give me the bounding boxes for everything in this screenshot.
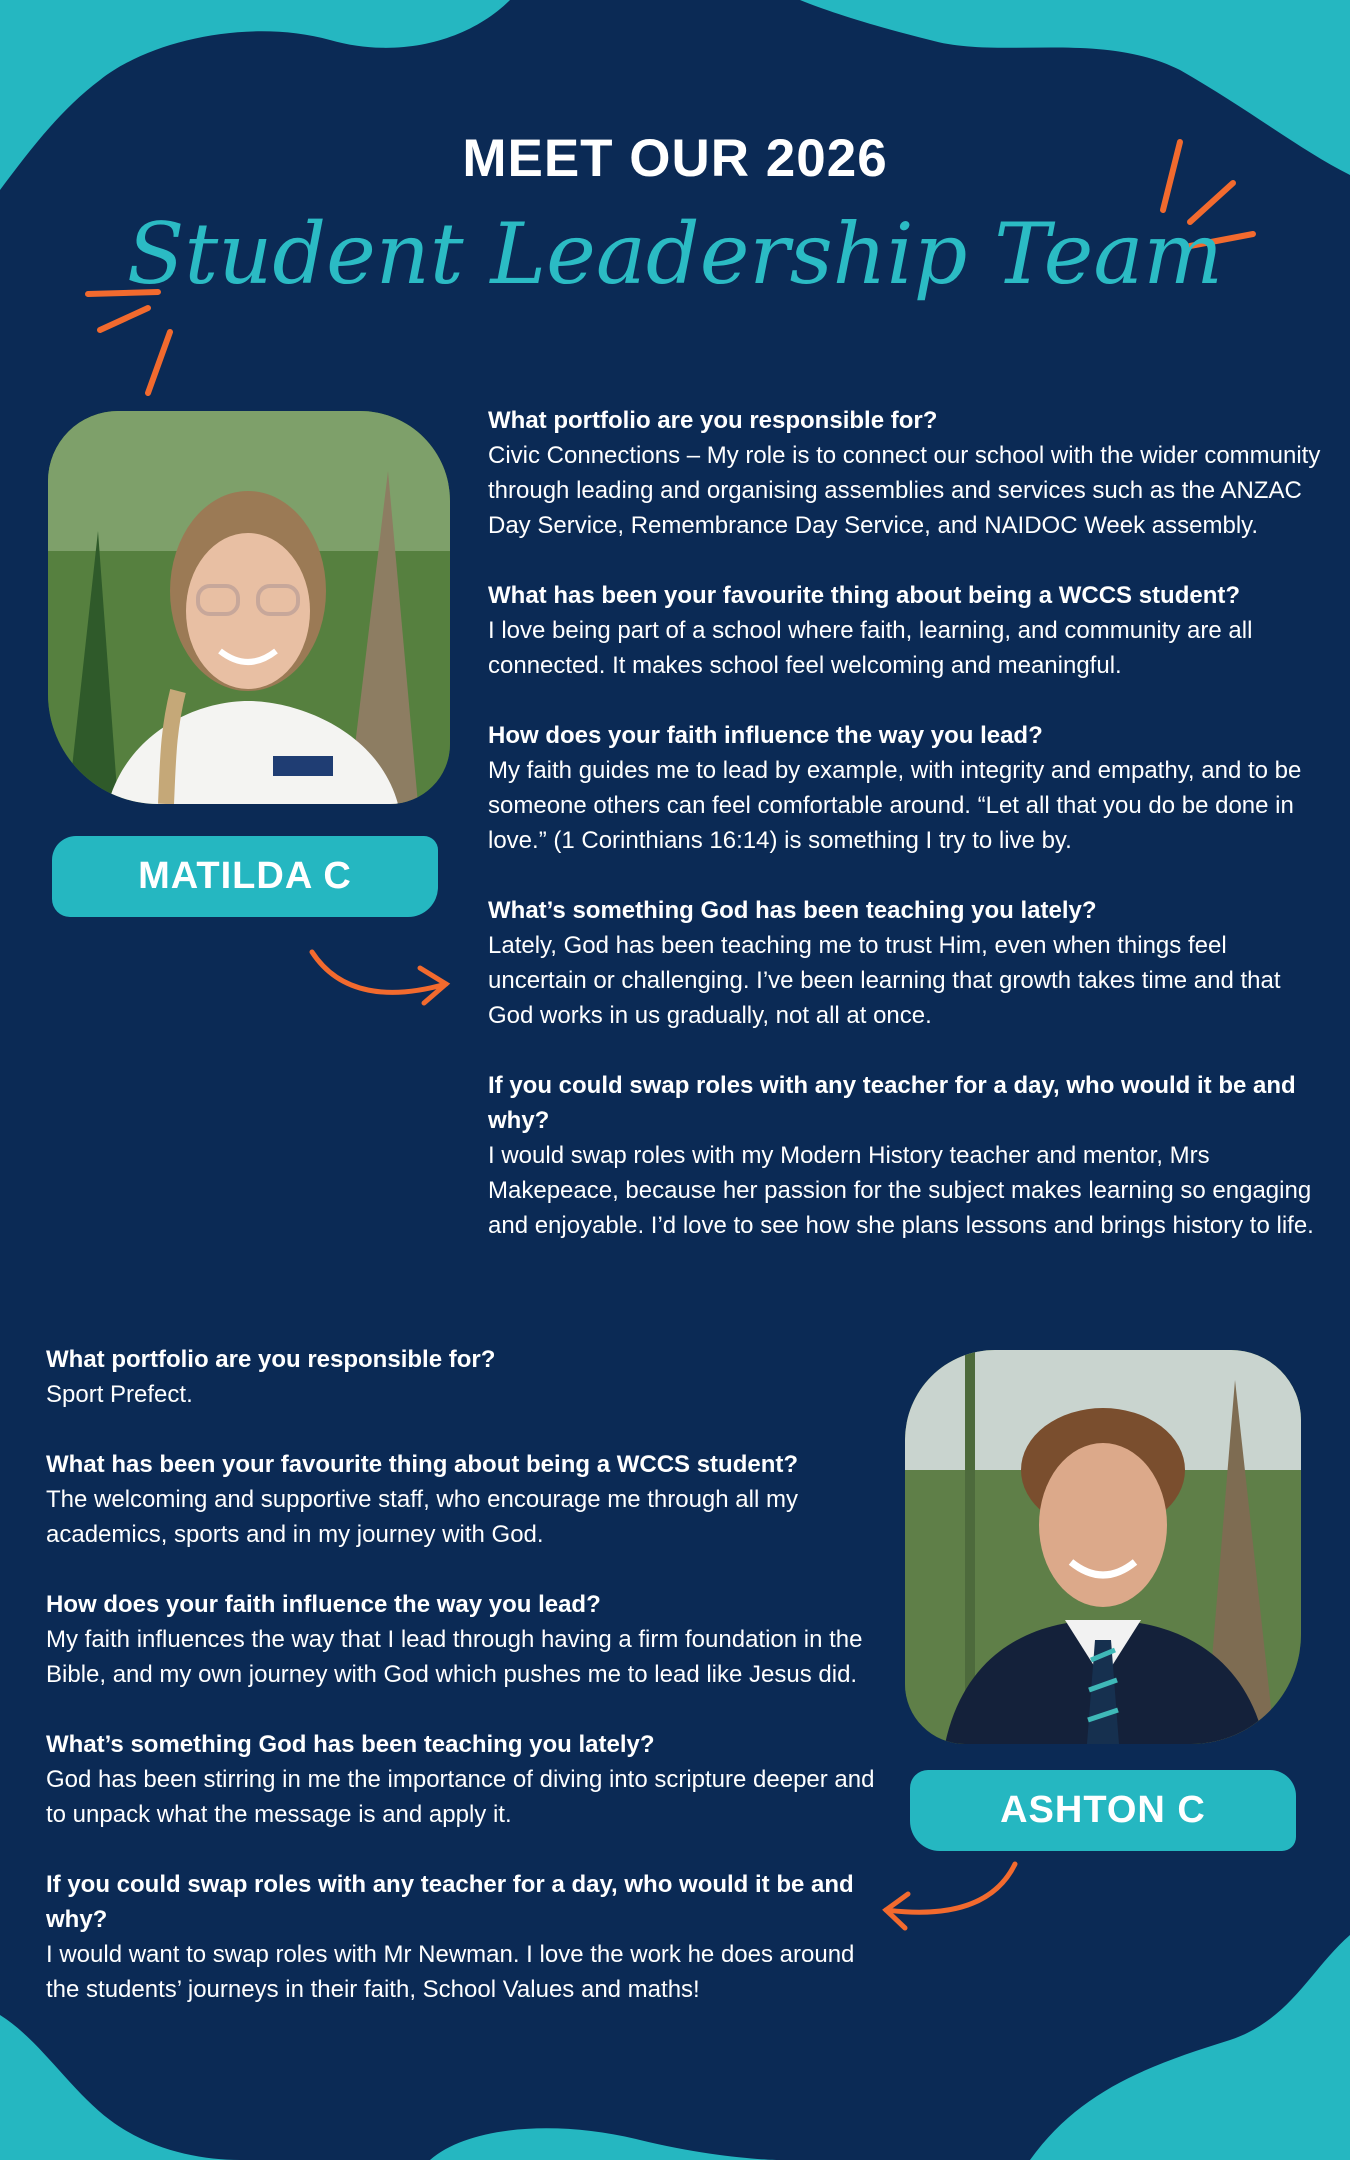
question-text: If you could swap roles with any teacher for a day, who would it be and why? [488,1072,1296,1134]
name-badge-matilda: MATILDA C [52,836,438,917]
answer-text: My faith influences the way that I lead through having a firm foundation in the Bible, and my own journey with God which pushes me to lead like Jesus did. [46,1626,863,1688]
answer-text: Civic Connections – My role is to connect our school with the wider community through leading and organising assemblies and services such as the ANZAC Day Service, Remembrance Day Service, and NAIDOC Week assembly. [488,442,1321,539]
answer-text: My faith guides me to lead by example, with integrity and empathy, and to be someone others can feel comfortable around. “Let all that you do be done in love.” (1 Corinthians 16:14) is something I try to live by. [488,757,1302,854]
question-text: What’s something God has been teaching you lately? [488,897,1097,924]
answer-text: God has been stirring in me the importance of diving into scripture deeper and to unpack what the message is and apply it. [46,1766,875,1828]
question-text: What has been your favourite thing about being a WCCS student? [488,582,1241,609]
arrow-to-ashton [886,1864,1015,1928]
page-subtitle: Student Leadership Team [126,205,1224,303]
question-text: How does your faith influence the way you lead? [488,722,1043,749]
qa-block-ashton [46,1342,890,2007]
page-title: MEET OUR 2026 [462,129,888,188]
question-text: How does your faith influence the way you lead? [46,1591,601,1618]
answer-text: Lately, God has been teaching me to trust Him, even when things feel uncertain or challenging. I’ve been learning that growth takes time and that God works in us gradually, not all at once. [488,932,1281,1029]
answer-text: I would want to swap roles with Mr Newman. I love the work he does around the students’ journeys in their faith, School Values and maths! [46,1941,855,2003]
answer-text: Sport Prefect. [46,1381,193,1408]
question-text: What portfolio are you responsible for? [488,407,938,434]
question-text: What has been your favourite thing about being a WCCS student? [46,1451,799,1478]
question-text: If you could swap roles with any teacher for a day, who would it be and why? [46,1871,854,1933]
student-photo-matilda [48,411,450,804]
arrow-to-matilda [312,952,446,1003]
answer-text: The welcoming and supportive staff, who encourage me through all my academics, sports and in my journey with God. [46,1486,798,1548]
answer-text: I love being part of a school where faith, learning, and community are all connected. It makes school feel welcoming and meaningful. [488,617,1253,679]
question-text: What portfolio are you responsible for? [46,1346,496,1373]
name-badge-ashton: ASHTON C [910,1770,1296,1851]
answer-text: I would swap roles with my Modern History teacher and mentor, Mrs Makepeace, because her passion for the subject makes learning so engaging and enjoyable. I’d love to see how she plans lessons and brings history to life. [488,1142,1314,1239]
qa-block-matilda [488,403,1328,1243]
burst-lines-left [88,292,170,393]
question-text: What’s something God has been teaching you lately? [46,1731,655,1758]
student-photo-ashton [905,1350,1301,1744]
